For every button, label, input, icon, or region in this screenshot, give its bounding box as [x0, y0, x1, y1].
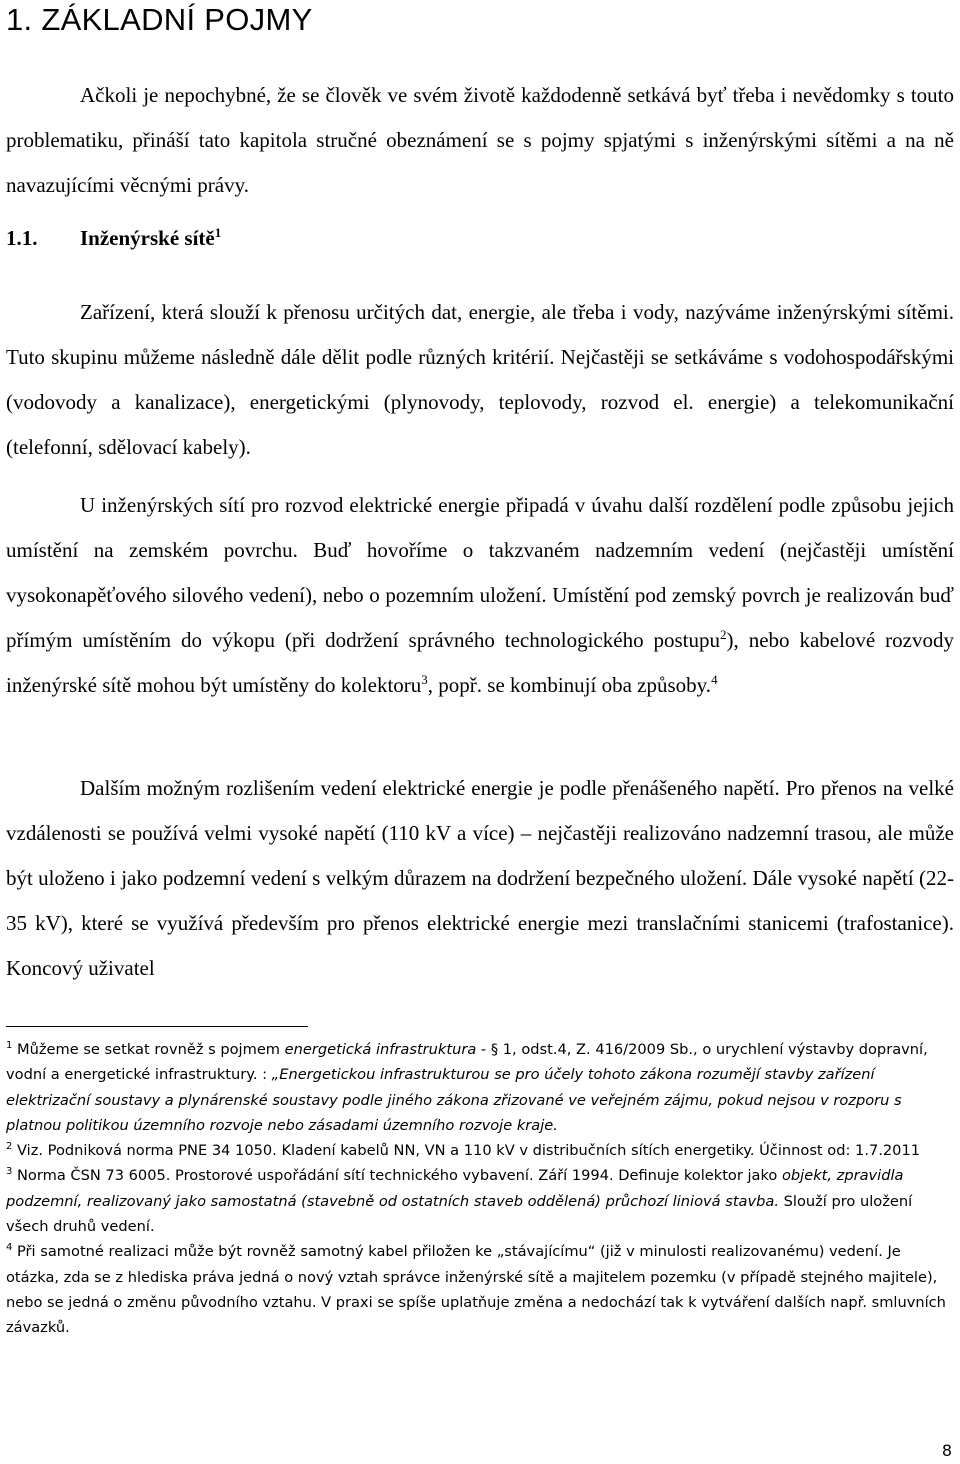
- section-title: Inženýrské sítě: [80, 226, 215, 250]
- section-number: 1.1.: [6, 226, 38, 250]
- footnote-1: [6, 1037, 956, 1138]
- footnote-number: 3: [6, 1166, 13, 1178]
- paragraph-2-block: [6, 290, 954, 470]
- paragraph-networks-definition: Zařízení, která slouží k přenosu určitých dat, energie, ale třeba i vody, nazýváme inženýrskými sítěmi. Tuto skupinu můžeme následně dále dělit podle různých kritérií. Nejčastěji se setkáváme s vodohospodářskými (vodovody a kanalizace), energetickými (plynovody, teplovody, rozvod el. energie) a telekomunikační (telefonní, sdělovací kabely).: [6, 300, 954, 459]
- intro-paragraph: Ačkoli je nepochybné, že se člověk ve svém životě každodenně setkává byť třeba i nevědomky s touto problematiku, přináší tato kapitola stručné obeznámení se s pojmy spjatými s inženýrskými sítěmi a na ně navazujícími věcnými právy.: [6, 83, 954, 197]
- paragraph-text: ), nebo kabelové rozvody inženýrské sítě mohou být umístěny do kolektoru: [6, 628, 954, 697]
- footnote-italic-text: energetická infrastruktura: [284, 1041, 477, 1058]
- paragraph-text: , popř. se kombinují oba způsoby.: [427, 673, 712, 697]
- intro-paragraph-block: [6, 73, 954, 208]
- footnote-3: [6, 1163, 956, 1239]
- section-heading: [6, 226, 221, 251]
- footnote-italic-text: „Energetickou infrastrukturou se pro účely tohoto zákona rozumějí stavby zařízení elektrizační soustavy a plynárenské soustavy podle jiného zákona zřizované ve veřejném zájmu, pokud nejsou v rozporu s platnou politikou územního rozvoje nebo zásadami územního rozvoje kraje.: [6, 1066, 902, 1134]
- footnote-ref-4[interactable]: 4: [711, 672, 718, 687]
- page-number: 8: [941, 1441, 952, 1460]
- footnote-text: Slouží pro uložení všech druhů vedení.: [6, 1192, 913, 1236]
- chapter-heading: 1. ZÁKLADNÍ POJMY: [6, 2, 313, 37]
- footnote-separator: [6, 1026, 308, 1027]
- paragraph-text: U inženýrských sítí pro rozvod elektrické energie připadá v úvahu další rozdělení podle způsobu jejich umístění na zemském povrchu. Buď hovoříme o takzvaném nadzemním vedení (nejčastěji umístění vysokonapěťového silového vedení), nebo o pozemním uložení. Umístění pod zemský povrch je realizován buď přímým umístěním do výkopu (při dodržení správného technologického postupu: [6, 493, 954, 652]
- footnote-text: Norma ČSN 73 6005. Prostorové uspořádání sítí technického vybavení. Září 1994. Definuje kolektor jako: [17, 1167, 782, 1185]
- footnote-2: [6, 1138, 956, 1163]
- paragraph-4-block: [6, 766, 954, 991]
- footnote-italic-text: objekt, zpravidla podzemní, realizovaný jako samostatná (stavebně od ostatních staveb oddělená) průchozí liniová stavba.: [6, 1167, 904, 1210]
- paragraph-3-block: [6, 483, 954, 708]
- paragraph-placement: [6, 483, 954, 708]
- footnote-ref-1[interactable]: 1: [214, 225, 222, 240]
- footnote-text: - § 1, odst.4, Z. 416/2009 Sb., o urychlení výstavby dopravní, vodní a energetické infrastruktury. :: [6, 1041, 928, 1084]
- footnote-4: [6, 1239, 956, 1340]
- footnote-text: Můžeme se setkat rovněž s pojmem: [17, 1041, 285, 1058]
- paragraph-voltage: Dalším možným rozlišením vedení elektrické energie je podle přenášeného napětí. Pro přenos na velké vzdálenosti se používá velmi vysoké napětí (110 kV a více) – nejčastěji realizováno nadzemní trasou, ale může být uloženo i jako podzemní vedení s velkým důrazem na dodržení bezpečného uložení. Dále vysoké napětí (22-35 kV), které se využívá především pro přenos elektrické energie mezi translačními stanicemi (trafostanice). Koncový uživatel: [6, 776, 954, 980]
- footnotes: [6, 1037, 956, 1341]
- footnote-number: 1: [6, 1040, 13, 1051]
- footnote-text: Viz. Podniková norma PNE 34 1050. Kladení kabelů NN, VN a 110 kV v distribučních sítích energetiky. Účinnost od: 1.7.2011: [17, 1142, 921, 1160]
- footnote-number: 2: [6, 1141, 13, 1153]
- footnote-ref-2[interactable]: 2: [720, 627, 727, 642]
- footnote-number: 4: [6, 1242, 13, 1254]
- footnote-ref-3[interactable]: 3: [421, 672, 428, 687]
- footnote-text: Při samotné realizaci může být rovněž samotný kabel přiložen ke „stávajícímu“ (již v minulosti realizovanému) vedení. Je otázka, zda se z hlediska práva jedná o nový vztah správce inženýrské sítě a majitelem pozemku (v případě stejného majitele), nebo se jedná o změnu původního vztahu. V praxi se spíše uplatňuje změna a nedochází tak k vytváření dalších např. smluvních závazků.: [6, 1243, 946, 1337]
